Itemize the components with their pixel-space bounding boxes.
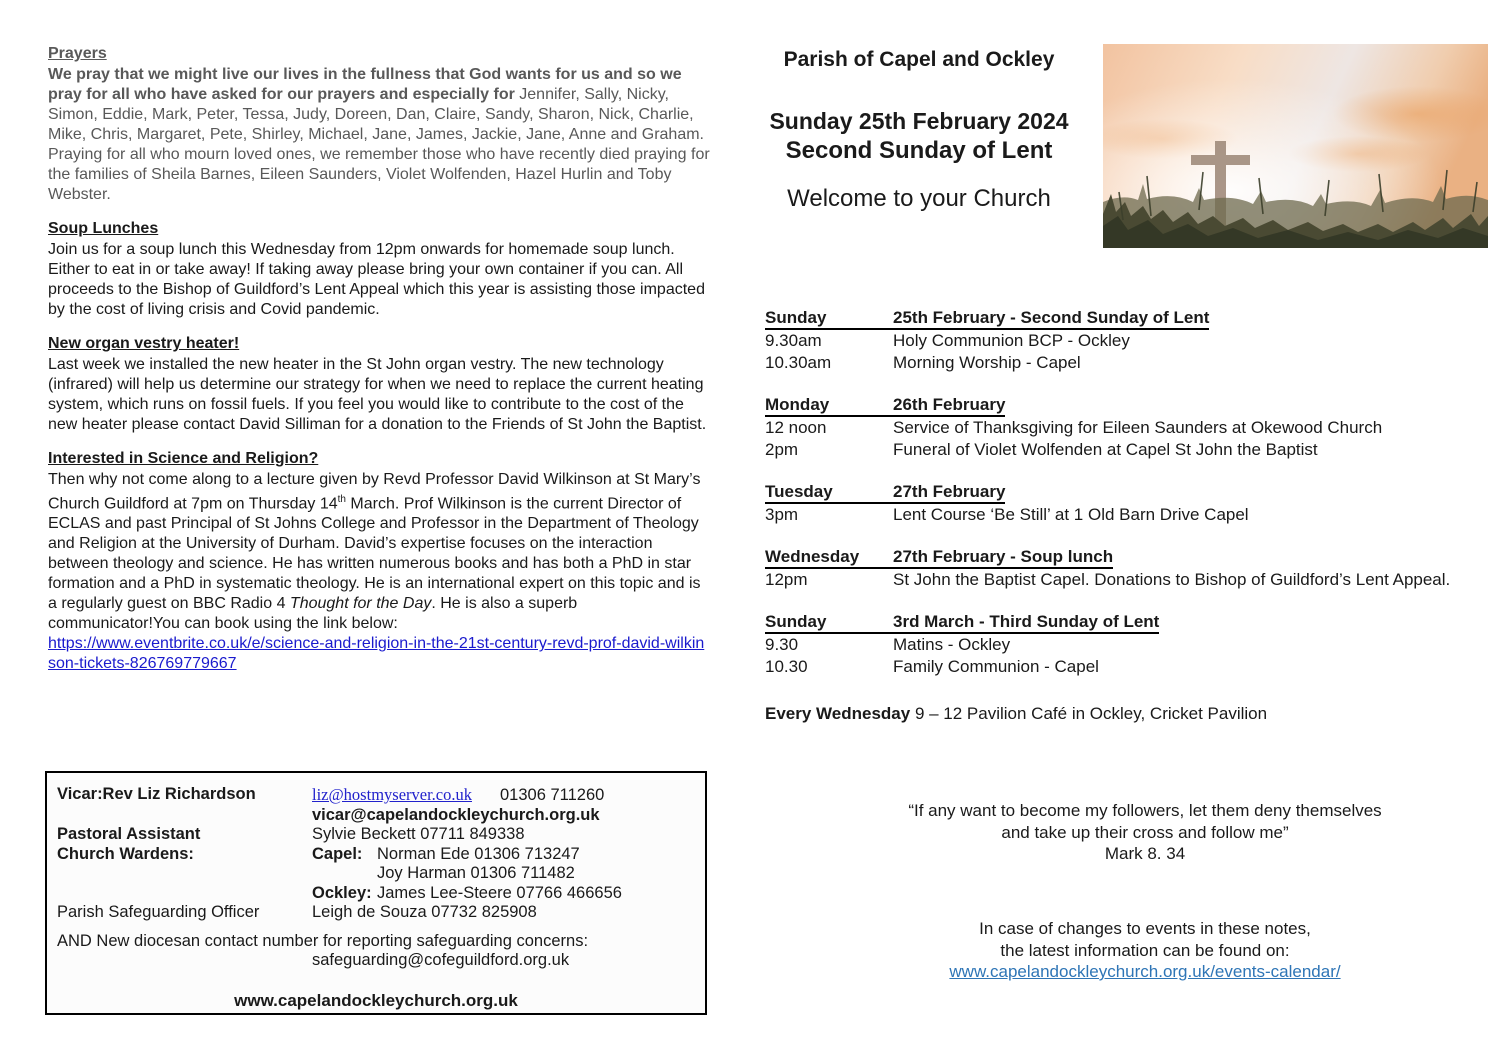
- ockley-warden-value: James Lee-Steere 07766 466656: [377, 883, 622, 902]
- schedule-day: Wednesday: [765, 547, 860, 566]
- safeguarding-email: safeguarding@cofeguildford.org.uk: [312, 951, 570, 969]
- entry-time: 10.30: [765, 657, 808, 676]
- spacer-cell: [57, 864, 312, 884]
- entry-desc: Morning Worship - Capel: [893, 353, 1081, 372]
- entry-desc: Funeral of Violet Wolfenden at Capel St John the Baptist: [893, 440, 1318, 459]
- organ-heater-text: Last week we installed the new heater in the St John organ vestry. The new technology (infrared) will help us determine our strategy for when we need to replace the current heating system, which runs on fossil fuels. If you feel you would like to contribute to the cost of the new heater please contact David Silliman for a donation to the Friends of St John the Baptist.: [48, 356, 707, 433]
- entry-time: 9.30: [765, 635, 799, 654]
- spacer: [57, 923, 695, 932]
- science-religion-section: [48, 449, 710, 674]
- quote-line-1: “If any want to become my followers, let them deny themselves: [908, 801, 1382, 820]
- capel-warden-value: Norman Ede 01306 713247: [377, 844, 580, 863]
- soup-lunches-heading: Soup Lunches: [48, 220, 159, 237]
- science-text-2: March. Prof Wilkinson is the current Director of ECLAS and past Principal of St Johns College and Professor in the Department of Theology and Religion at the University of Durham. David’s expertise focuses on the interaction between theology and science. He has written numerous books and has both a PhD in star formation and a PhD in systematic theology. He is an international expert on this topic and is a regularly guest on BBC Radio 4: [48, 495, 701, 613]
- right-column: [760, 44, 1488, 1054]
- schedule-group-monday-26: [765, 395, 1480, 461]
- spacer-cell: [57, 884, 312, 904]
- organ-heater-section: [48, 334, 710, 435]
- vicar-email-link[interactable]: liz@hostmyserver.co.uk: [312, 785, 472, 804]
- entry-desc: Matins - Ockley: [893, 635, 1011, 654]
- entry-time: 10.30am: [765, 353, 832, 372]
- safeguarding-email-row: [57, 951, 695, 971]
- left-column: [48, 44, 710, 688]
- schedule-entry: [765, 634, 1480, 656]
- schedule-title: 27th February: [893, 482, 1006, 501]
- quote-line-2: and take up their cross and follow me”: [1001, 822, 1289, 842]
- welcome-line: Welcome to your Church: [787, 185, 1051, 212]
- entry-time: 12 noon: [765, 418, 827, 437]
- vicar-label: Vicar:Rev Liz Richardson: [57, 785, 256, 803]
- capel-warden-2: Joy Harman 01306 711482: [377, 864, 575, 882]
- soup-lunches-section: [48, 219, 710, 320]
- events-note: [800, 918, 1490, 983]
- schedule-group-sunday-3: [765, 612, 1480, 678]
- science-text-3: . He is also a superb communicator!You can book using the link below:: [48, 595, 578, 633]
- schedule-day: Sunday: [765, 612, 827, 631]
- schedule-entry: [765, 504, 1480, 526]
- masthead: [760, 48, 1078, 213]
- prayers-heading: Prayers: [48, 45, 107, 62]
- schedule-header: [765, 547, 1113, 569]
- schedule-entry: [765, 439, 1480, 461]
- entry-desc: Service of Thanksgiving for Eileen Saunders at Okewood Church: [893, 418, 1383, 437]
- schedule-group-wednesday-27: [765, 547, 1480, 591]
- service-date: Sunday 25th February 2024: [769, 108, 1069, 134]
- sunset-cross-photo: [1103, 44, 1488, 248]
- schedule-header: [765, 612, 1159, 634]
- schedule-group-tuesday-27: [765, 482, 1480, 526]
- schedule-day: Tuesday: [765, 482, 833, 501]
- capel-warden: [312, 845, 695, 865]
- vicar-row: [57, 785, 695, 806]
- entry-time: 12pm: [765, 570, 808, 589]
- service-schedule: [765, 308, 1480, 725]
- church-website: www.capelandockleychurch.org.uk: [234, 990, 518, 1010]
- schedule-title: 27th February - Soup lunch: [893, 547, 1114, 566]
- schedule-header: [765, 395, 1005, 417]
- entry-time: 2pm: [765, 440, 799, 459]
- entry-time: 3pm: [765, 505, 799, 524]
- events-note-line-1: In case of changes to events in these notes,: [979, 919, 1311, 938]
- spacer-cell: [57, 951, 312, 971]
- schedule-title: 26th February: [893, 395, 1006, 414]
- capel-label: Capel:: [312, 844, 363, 863]
- schedule-header: [765, 308, 1209, 330]
- schedule-header: [765, 482, 1005, 504]
- quote-reference: Mark 8. 34: [1104, 844, 1186, 863]
- vicar-email2-row: [57, 806, 695, 826]
- schedule-entry: [765, 656, 1480, 678]
- schedule-group-sunday-25: [765, 308, 1480, 374]
- vicar-contact: [312, 785, 695, 806]
- wardens-row: [57, 845, 695, 865]
- wardens-row-3: [57, 884, 695, 904]
- prayers-intro: We pray that we might live our lives in the fullness that God wants for us and so we pray for all who have asked for our prayers and especially for: [48, 66, 682, 103]
- safeguarding-row: [57, 903, 695, 923]
- schedule-entry: [765, 352, 1480, 374]
- liturgical-day: Second Sunday of Lent: [785, 137, 1053, 164]
- entry-desc: Holy Communion BCP - Ockley: [893, 331, 1130, 350]
- entry-time: 9.30am: [765, 331, 822, 350]
- prayers-section: [48, 44, 710, 205]
- eventbrite-link[interactable]: https://www.eventbrite.co.uk/e/science-and-religion-in-the-21st-century-revd-prof-david-wilkinson-tickets-826769779667: [48, 635, 705, 673]
- science-italic-title: Thought for the Day: [289, 595, 432, 613]
- schedule-title: 3rd March - Third Sunday of Lent: [893, 612, 1160, 631]
- events-calendar-link[interactable]: www.capelandockleychurch.org.uk/events-calendar/: [949, 962, 1341, 981]
- vicar-phone: 01306 711260: [500, 786, 605, 804]
- contact-box: [45, 771, 707, 1015]
- every-wednesday-label: Every Wednesday: [765, 704, 911, 723]
- every-wednesday-note: [765, 703, 1480, 725]
- schedule-title: 25th February - Second Sunday of Lent: [893, 308, 1210, 327]
- soup-lunches-text: Join us for a soup lunch this Wednesday from 12pm onwards for homemade soup lunch. Either to eat in or take away! If taking away please bring your own container if you can. All proceeds to the Bishop of Guildford’s Lent Appeal which this year is assisting those impacted by the cost of living crisis and Covid pandemic.: [48, 241, 705, 318]
- schedule-entry: [765, 569, 1480, 591]
- spacer-cell: [57, 806, 312, 826]
- entry-desc: St John the Baptist Capel. Donations to Bishop of Guildford’s Lent Appeal.: [893, 570, 1451, 589]
- safeguarding-label: Parish Safeguarding Officer: [57, 903, 260, 921]
- ordinal-superscript: th: [337, 494, 346, 505]
- parish-title: Parish of Capel and Ockley: [783, 48, 1055, 71]
- sunset-cross-illustration: [1103, 44, 1488, 248]
- wardens-row-2: [57, 864, 695, 884]
- pastoral-label: Pastoral Assistant: [57, 825, 201, 843]
- schedule-entry: [765, 330, 1480, 352]
- science-religion-heading: Interested in Science and Religion?: [48, 450, 319, 467]
- ockley-warden: [312, 884, 695, 904]
- vicar-email2: vicar@capelandockleychurch.org.uk: [312, 805, 600, 824]
- ockley-label: Ockley:: [312, 883, 372, 902]
- entry-desc: Lent Course ‘Be Still’ at 1 Old Barn Drive Capel: [893, 505, 1249, 524]
- diocesan-line: AND New diocesan contact number for reporting safeguarding concerns:: [57, 931, 589, 950]
- pastoral-row: [57, 825, 695, 845]
- scripture-quote: [800, 800, 1490, 865]
- schedule-day: Sunday: [765, 308, 827, 327]
- schedule-entry: [765, 417, 1480, 439]
- pastoral-value: Sylvie Beckett 07711 849338: [312, 825, 525, 843]
- every-wednesday-text: 9 – 12 Pavilion Café in Ockley, Cricket Pavilion: [910, 704, 1268, 723]
- safeguarding-value: Leigh de Souza 07732 825908: [312, 903, 537, 921]
- organ-heater-heading: New organ vestry heater!: [48, 335, 240, 352]
- schedule-day: Monday: [765, 395, 830, 414]
- prayers-names: Jennifer, Sally, Nicky, Simon, Eddie, Mark, Peter, Tessa, Judy, Doreen, Dan, Claire, Sandy, Sharon, Nick, Charlie, Mike, Chris, Margaret, Pete, Shirley, Michael, Jane, James, Jackie, Jane, Anne and Graham. Praying for all who mourn loved ones, we remember those who have recently died praying for the families of Sheila Barnes, Eileen Saunders, Violet Wolfenden, Hazel Hurlin and Toby Webster.: [48, 86, 710, 203]
- entry-desc: Family Communion - Capel: [893, 657, 1099, 676]
- science-text-1: Then why not come along to a lecture given by Revd Professor David Wilkinson at St Mary’s Church Guildford at 7pm on Thursday 14: [48, 471, 701, 513]
- wardens-label: Church Wardens:: [57, 844, 194, 863]
- events-note-line-2: the latest information can be found on:: [1000, 940, 1290, 960]
